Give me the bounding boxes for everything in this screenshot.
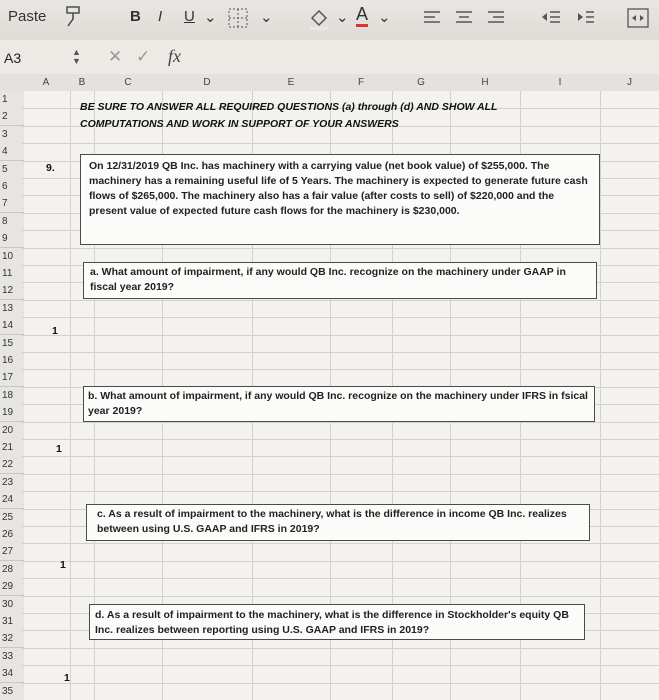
gridline-horizontal <box>22 439 659 440</box>
paste-button[interactable]: Paste <box>8 8 47 25</box>
merge-cells-icon[interactable] <box>626 6 650 34</box>
column-header-c[interactable]: C <box>94 74 163 91</box>
column-header-e[interactable]: E <box>252 74 331 91</box>
instructions-line-1: BE SURE TO ANSWER ALL REQUIRED QUESTIONS (a) through (d) AND SHOW ALL <box>80 101 498 113</box>
row-header-30[interactable]: 30 <box>0 596 24 614</box>
question-d-marker: 1 <box>64 672 70 684</box>
row-header-10[interactable]: 10 <box>0 248 24 266</box>
gridline-horizontal <box>22 335 659 336</box>
row-header-27[interactable]: 27 <box>0 543 24 561</box>
fill-color-dropdown-icon[interactable]: ⌄ <box>336 9 349 26</box>
name-box[interactable]: A3 <box>4 50 22 66</box>
gridline-horizontal <box>22 578 659 579</box>
row-header-34[interactable]: 34 <box>0 665 24 683</box>
underline-dropdown-icon[interactable]: ⌄ <box>204 9 217 26</box>
gridline-horizontal <box>22 474 659 475</box>
bold-button[interactable]: B <box>130 8 141 25</box>
increase-indent-icon[interactable] <box>574 8 596 32</box>
borders-icon[interactable] <box>226 6 250 34</box>
row-header-13[interactable]: 13 <box>0 300 24 318</box>
question-c-marker: 1 <box>60 559 66 571</box>
gridline-horizontal <box>22 683 659 684</box>
column-header-g[interactable]: G <box>392 74 451 91</box>
row-header-11[interactable]: 11 <box>0 265 24 283</box>
gridline-horizontal <box>22 352 659 353</box>
align-center-icon[interactable] <box>454 8 474 32</box>
column-header-b[interactable]: B <box>70 74 95 91</box>
gridline-horizontal <box>22 143 659 144</box>
question-d-box: d. As a result of impairment to the machinery, what is the difference in Stockholder's equity QB Inc. realizes between reporting using U.S. GAAP and IFRS in 2019? <box>89 604 585 640</box>
instructions-line-2: COMPUTATIONS AND WORK IN SUPPORT OF YOUR ANSWERS <box>80 118 399 130</box>
row-header-2[interactable]: 2 <box>0 108 24 126</box>
row-header-4[interactable]: 4 <box>0 143 24 161</box>
question-c-box: c. As a result of impairment to the machinery, what is the difference in income QB Inc. realizes between using U.S. GAAP and IFRS in 2019? <box>86 504 590 541</box>
gridline-horizontal <box>22 456 659 457</box>
name-box-stepper-icon[interactable]: ▲ ▼ <box>72 47 81 66</box>
row-header-14[interactable]: 14 <box>0 317 24 335</box>
gridline-horizontal <box>22 665 659 666</box>
format-painter-icon[interactable] <box>62 6 84 34</box>
row-header-21[interactable]: 21 <box>0 439 24 457</box>
gridline-horizontal <box>22 543 659 544</box>
align-left-icon[interactable] <box>422 8 442 32</box>
row-header-1[interactable]: 1 <box>0 91 24 109</box>
gridline-horizontal <box>22 561 659 562</box>
row-header-9[interactable]: 9 <box>0 230 24 248</box>
formula-bar <box>0 40 659 75</box>
spreadsheet-grid[interactable] <box>0 74 659 700</box>
question-b-marker: 1 <box>56 443 62 455</box>
row-header-23[interactable]: 23 <box>0 474 24 492</box>
row-header-24[interactable]: 24 <box>0 491 24 509</box>
row-header-6[interactable]: 6 <box>0 178 24 196</box>
row-header-16[interactable]: 16 <box>0 352 24 370</box>
gridline-horizontal <box>22 317 659 318</box>
fill-color-icon[interactable] <box>306 6 332 36</box>
gridline-horizontal <box>22 596 659 597</box>
gridline-horizontal <box>22 369 659 370</box>
italic-button[interactable]: I <box>158 8 163 25</box>
row-header-18[interactable]: 18 <box>0 387 24 405</box>
row-header-19[interactable]: 19 <box>0 404 24 422</box>
question-number: 9. <box>46 162 55 174</box>
enter-icon[interactable]: ✓ <box>136 47 151 66</box>
function-icon[interactable]: fx <box>168 46 181 66</box>
row-header-29[interactable]: 29 <box>0 578 24 596</box>
column-header-d[interactable]: D <box>162 74 253 91</box>
row-header-15[interactable]: 15 <box>0 335 24 353</box>
row-header-20[interactable]: 20 <box>0 422 24 440</box>
question-a-box: a. What amount of impairment, if any would QB Inc. recognize on the machinery under GAAP in fiscal year 2019? <box>83 262 597 299</box>
gridline-vertical <box>600 91 601 700</box>
borders-dropdown-icon[interactable]: ⌄ <box>260 9 273 26</box>
cancel-icon[interactable]: ✕ <box>108 47 123 66</box>
gridline-horizontal <box>22 648 659 649</box>
gridline-horizontal <box>22 300 659 301</box>
gridline-horizontal <box>22 248 659 249</box>
font-color-button[interactable]: A <box>356 4 368 27</box>
row-header-22[interactable]: 22 <box>0 456 24 474</box>
row-header-7[interactable]: 7 <box>0 195 24 213</box>
question-a-marker: 1 <box>52 325 58 337</box>
row-header-33[interactable]: 33 <box>0 648 24 666</box>
column-header-h[interactable]: H <box>450 74 521 91</box>
gridline-horizontal <box>22 491 659 492</box>
row-header-17[interactable]: 17 <box>0 369 24 387</box>
underline-button[interactable]: U <box>184 8 195 25</box>
row-header-32[interactable]: 32 <box>0 630 24 648</box>
ribbon-toolbar <box>0 0 659 41</box>
column-header-j[interactable]: J <box>600 74 659 91</box>
row-header-12[interactable]: 12 <box>0 282 24 300</box>
column-header-a[interactable]: A <box>22 74 71 91</box>
row-header-3[interactable]: 3 <box>0 126 24 144</box>
row-header-31[interactable]: 31 <box>0 613 24 631</box>
row-header-35[interactable]: 35 <box>0 683 24 700</box>
question-b-box: b. What amount of impairment, if any would QB Inc. recognize on the machinery under IFRS in fsical year 2019? <box>83 386 595 422</box>
gridline-vertical <box>70 91 71 700</box>
column-header-i[interactable]: I <box>520 74 601 91</box>
row-header-26[interactable]: 26 <box>0 526 24 544</box>
column-header-f[interactable]: F <box>330 74 393 91</box>
row-header-28[interactable]: 28 <box>0 561 24 579</box>
align-right-icon[interactable] <box>486 8 506 32</box>
font-color-dropdown-icon[interactable]: ⌄ <box>378 9 391 26</box>
scenario-box: On 12/31/2019 QB Inc. has machinery with a carrying value (net book value) of $255,000. The machinery has a remaining useful life of 5 Years. The machinery is expected to generate future cash flows of $265,000. The machinery also has a fair value (after costs to sell) of $220,000 and the present value of expected future cash flows for the machinery is $230,000. <box>80 154 600 245</box>
row-header-5[interactable]: 5 <box>0 161 24 179</box>
row-header-8[interactable]: 8 <box>0 213 24 231</box>
decrease-indent-icon[interactable] <box>540 8 562 32</box>
instructions-heading <box>80 99 520 133</box>
row-header-25[interactable]: 25 <box>0 509 24 527</box>
